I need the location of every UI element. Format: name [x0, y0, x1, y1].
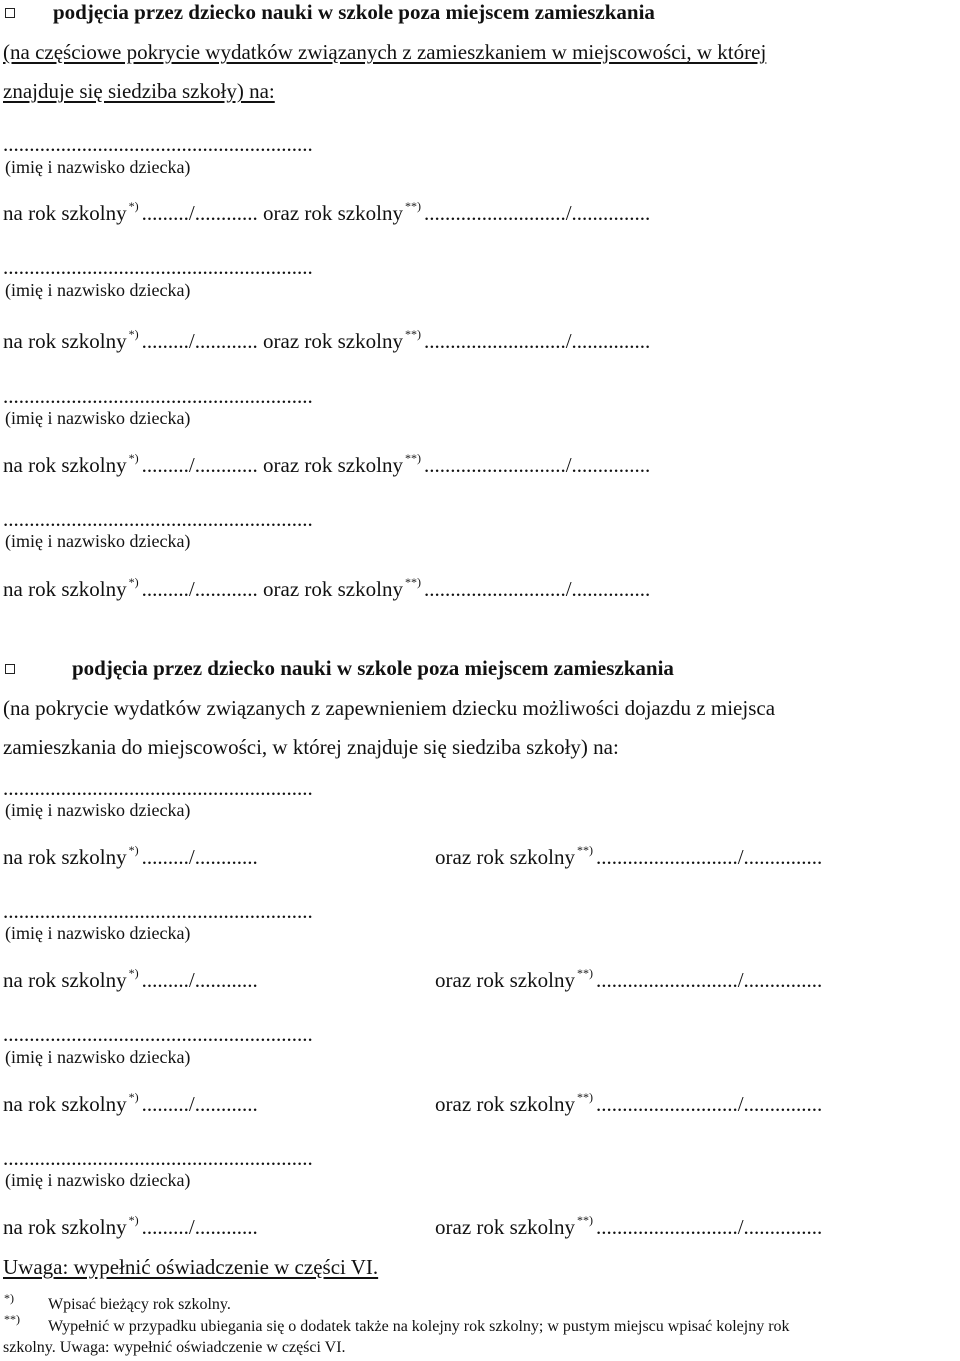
school-year-label: na rok szkolny	[3, 329, 127, 353]
next-school-year-field[interactable]: .........................../...............	[423, 329, 651, 353]
next-school-year-label: oraz rok szkolny	[435, 968, 575, 992]
school-year-field[interactable]: ........./............	[141, 968, 258, 992]
footnote-ref: **)	[404, 199, 421, 213]
school-year-label: na rok szkolny	[3, 577, 127, 601]
next-school-year-line	[435, 1215, 822, 1240]
section1-heading: podjęcia przez dziecko nauki w szkole poza miejscem zamieszkania	[53, 0, 655, 24]
school-year-line	[3, 577, 650, 602]
next-school-year-field[interactable]: .........................../...............	[595, 1092, 823, 1116]
next-school-year-label: oraz rok szkolny	[263, 201, 403, 225]
footnote-2-text: Wypełnić w przypadku ubiegania się o dodatek także na kolejny rok szkolny; w pustym miejscu wpisać kolejny rok	[48, 1318, 790, 1335]
school-year-line	[3, 968, 258, 993]
footnote-ref: **)	[576, 1213, 593, 1227]
school-year-field[interactable]: ........./............	[141, 329, 258, 353]
section2-heading: podjęcia przez dziecko nauki w szkole poza miejscem zamieszkania	[72, 656, 674, 680]
footnote-1-mark: *)	[4, 1291, 14, 1305]
school-year-label: na rok szkolny	[3, 968, 127, 992]
footnote-2-continuation: szkolny. Uwaga: wypełnić oświadczenie w części VI.	[3, 1339, 346, 1356]
school-year-label: na rok szkolny	[3, 201, 127, 225]
footnote-ref: *)	[128, 327, 139, 341]
child-name-field[interactable]: ...........................................................	[3, 384, 313, 408]
child-name-field[interactable]: ...........................................................	[3, 132, 313, 156]
school-year-label: na rok szkolny	[3, 845, 127, 869]
child-name-field[interactable]: ...........................................................	[3, 255, 313, 279]
footnote-ref: *)	[128, 1213, 139, 1227]
footnote-ref: **)	[404, 451, 421, 465]
footnote-2-mark: **)	[4, 1312, 20, 1326]
next-school-year-field[interactable]: .........................../...............	[595, 968, 823, 992]
child-name-field[interactable]: ...........................................................	[3, 899, 313, 923]
child-name-caption: (imię i nazwisko dziecka)	[5, 923, 191, 943]
next-school-year-label: oraz rok szkolny	[435, 845, 575, 869]
school-year-field[interactable]: ........./............	[141, 577, 258, 601]
footnote-ref: *)	[128, 843, 139, 857]
child-name-field[interactable]: ...........................................................	[3, 1146, 313, 1170]
next-school-year-line	[435, 845, 822, 870]
school-year-line	[3, 329, 650, 354]
section2-description-line2: zamieszkania do miejscowości, w której znajduje się siedziba szkoły) na:	[3, 735, 619, 759]
section2-description-line1: (na pokrycie wydatków związanych z zapewnieniem dziecku możliwości dojazdu z miejsca	[3, 696, 776, 720]
footnote-ref: **)	[576, 966, 593, 980]
footnote-ref: **)	[576, 843, 593, 857]
next-school-year-line	[435, 968, 822, 993]
next-school-year-field[interactable]: .........................../...............	[595, 1215, 823, 1239]
child-name-field[interactable]: ...........................................................	[3, 507, 313, 531]
next-school-year-label: oraz rok szkolny	[435, 1092, 575, 1116]
checkbox-section1[interactable]	[5, 8, 15, 18]
school-year-line	[3, 1092, 258, 1117]
school-year-line	[3, 453, 650, 478]
next-school-year-field[interactable]: .........................../...............	[423, 453, 651, 477]
school-year-field[interactable]: ........./............	[141, 845, 258, 869]
school-year-line	[3, 1215, 258, 1240]
school-year-field[interactable]: ........./............	[141, 201, 258, 225]
school-year-line	[3, 845, 258, 870]
section1-description-line2: znajduje się siedziba szkoły) na:	[3, 79, 275, 103]
checkbox-section2[interactable]	[5, 664, 15, 674]
footnote-ref: *)	[128, 1090, 139, 1104]
school-year-label: na rok szkolny	[3, 453, 127, 477]
school-year-field[interactable]: ........./............	[141, 1092, 258, 1116]
footnote-ref: *)	[128, 199, 139, 213]
child-name-caption: (imię i nazwisko dziecka)	[5, 157, 191, 177]
footnote-ref: **)	[576, 1090, 593, 1104]
footnote-ref: *)	[128, 575, 139, 589]
child-name-caption: (imię i nazwisko dziecka)	[5, 800, 191, 820]
next-school-year-field[interactable]: .........................../...............	[423, 201, 651, 225]
next-school-year-label: oraz rok szkolny	[435, 1215, 575, 1239]
footnote-1-text: Wpisać bieżący rok szkolny.	[48, 1296, 231, 1313]
child-name-caption: (imię i nazwisko dziecka)	[5, 531, 191, 551]
section1-description-line1: (na częściowe pokrycie wydatków związanych z zamieszkaniem w miejscowości, w której	[3, 40, 767, 64]
footnote-ref: **)	[404, 327, 421, 341]
next-school-year-label: oraz rok szkolny	[263, 329, 403, 353]
footnote-ref: *)	[128, 451, 139, 465]
next-school-year-field[interactable]: .........................../...............	[423, 577, 651, 601]
child-name-field[interactable]: ...........................................................	[3, 1022, 313, 1046]
school-year-field[interactable]: ........./............	[141, 453, 258, 477]
next-school-year-field[interactable]: .........................../...............	[595, 845, 823, 869]
school-year-field[interactable]: ........./............	[141, 1215, 258, 1239]
child-name-caption: (imię i nazwisko dziecka)	[5, 1170, 191, 1190]
note: Uwaga: wypełnić oświadczenie w części VI.	[3, 1255, 379, 1279]
child-name-caption: (imię i nazwisko dziecka)	[5, 280, 191, 300]
footnote-ref: **)	[404, 575, 421, 589]
child-name-caption: (imię i nazwisko dziecka)	[5, 408, 191, 428]
child-name-field[interactable]: ...........................................................	[3, 776, 313, 800]
child-name-caption: (imię i nazwisko dziecka)	[5, 1047, 191, 1067]
next-school-year-label: oraz rok szkolny	[263, 453, 403, 477]
next-school-year-label: oraz rok szkolny	[263, 577, 403, 601]
school-year-label: na rok szkolny	[3, 1092, 127, 1116]
next-school-year-line	[435, 1092, 822, 1117]
footnote-ref: *)	[128, 966, 139, 980]
school-year-label: na rok szkolny	[3, 1215, 127, 1239]
school-year-line	[3, 201, 650, 226]
